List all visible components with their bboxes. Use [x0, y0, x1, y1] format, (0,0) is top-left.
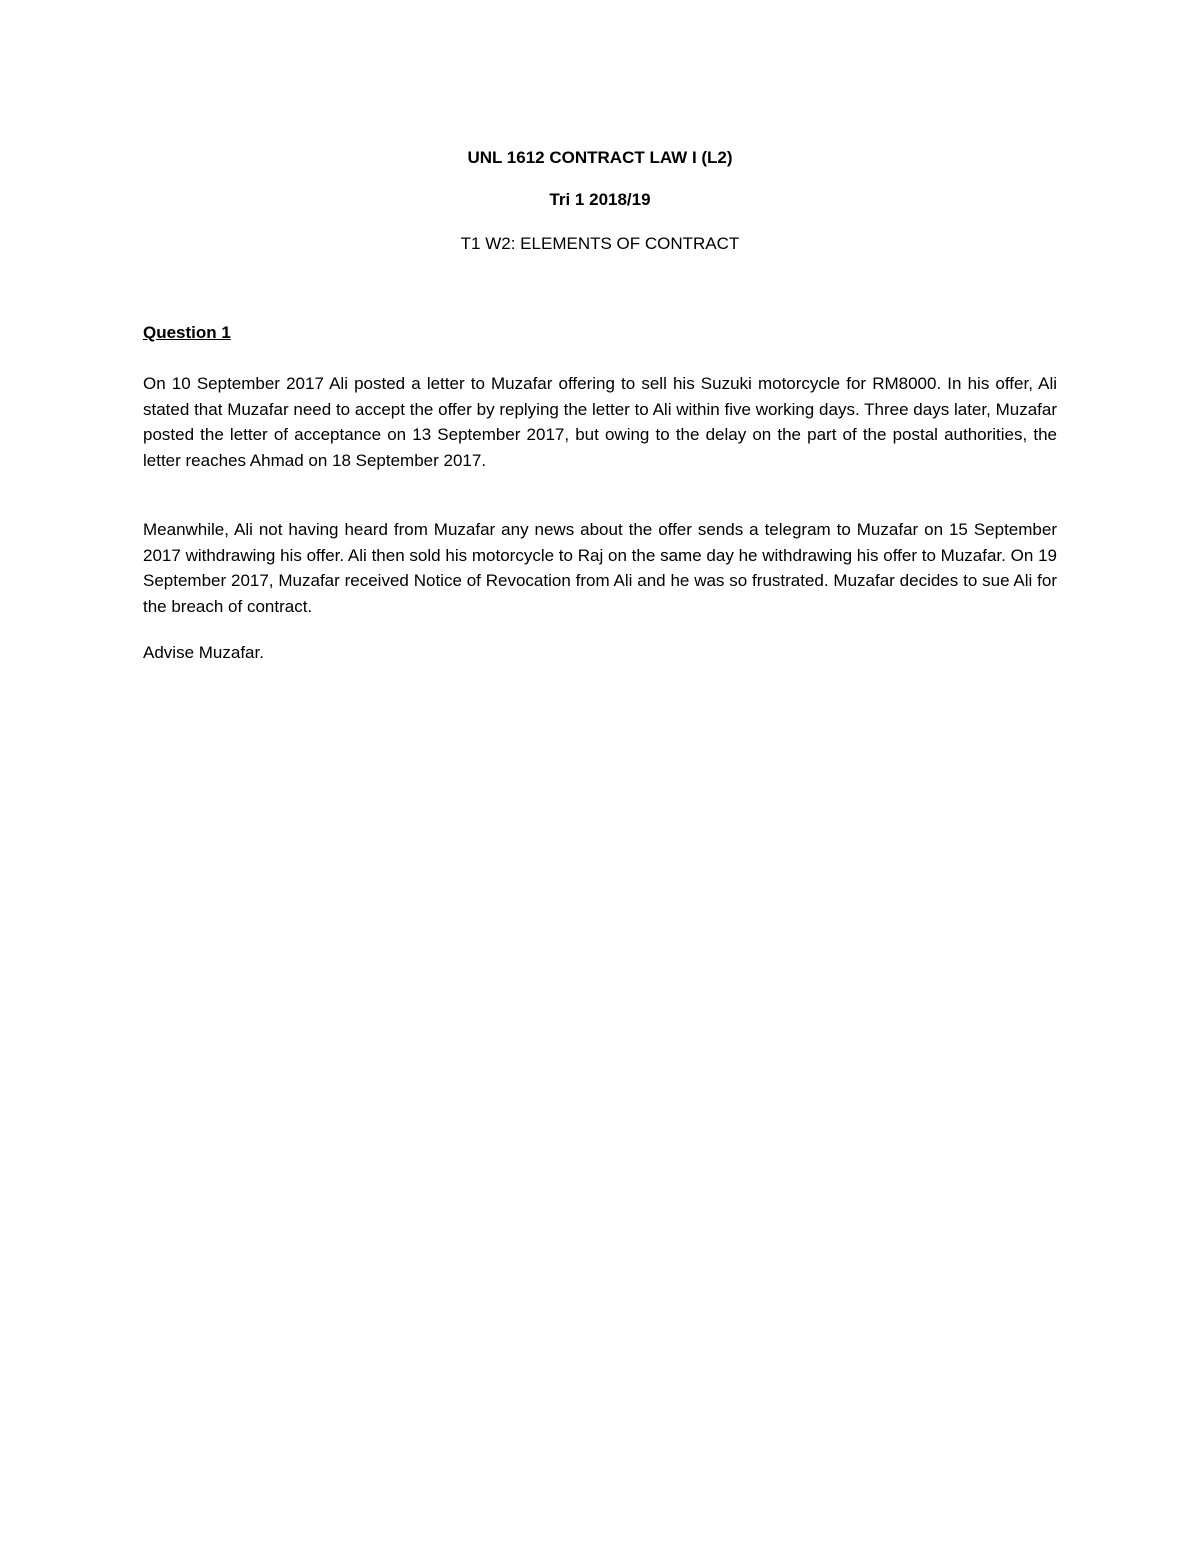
- term-line: Tri 1 2018/19: [549, 190, 651, 209]
- question-paragraph: On 10 September 2017 Ali posted a letter to Muzafar offering to sell his Suzuki motorcycle for RM8000. In his offer, Ali stated that Muzafar need to accept the offer by replying the letter to Ali within five working days. Three days later, Muzafar posted the letter of acceptance on 13 September 2017, but owing to the delay on the part of the postal authorities, the letter reaches Ahmad on 18 September 2017.: [143, 374, 1057, 470]
- course-title: UNL 1612 CONTRACT LAW I (L2): [467, 148, 733, 167]
- question-paragraph: Meanwhile, Ali not having heard from Muzafar any news about the offer sends a telegram to Muzafar on 15 September 2017 withdrawing his offer. Ali then sold his motorcycle to Raj on the same day he withdrawing his offer to Muzafar. On 19 September 2017, Muzafar received Notice of Revocation from Ali and he was so frustrated. Muzafar decides to sue Ali for the breach of contract.: [143, 520, 1057, 616]
- question-instruction: Advise Muzafar.: [143, 643, 264, 662]
- topic-line: T1 W2: ELEMENTS OF CONTRACT: [460, 234, 740, 253]
- question-heading: Question 1: [143, 323, 231, 342]
